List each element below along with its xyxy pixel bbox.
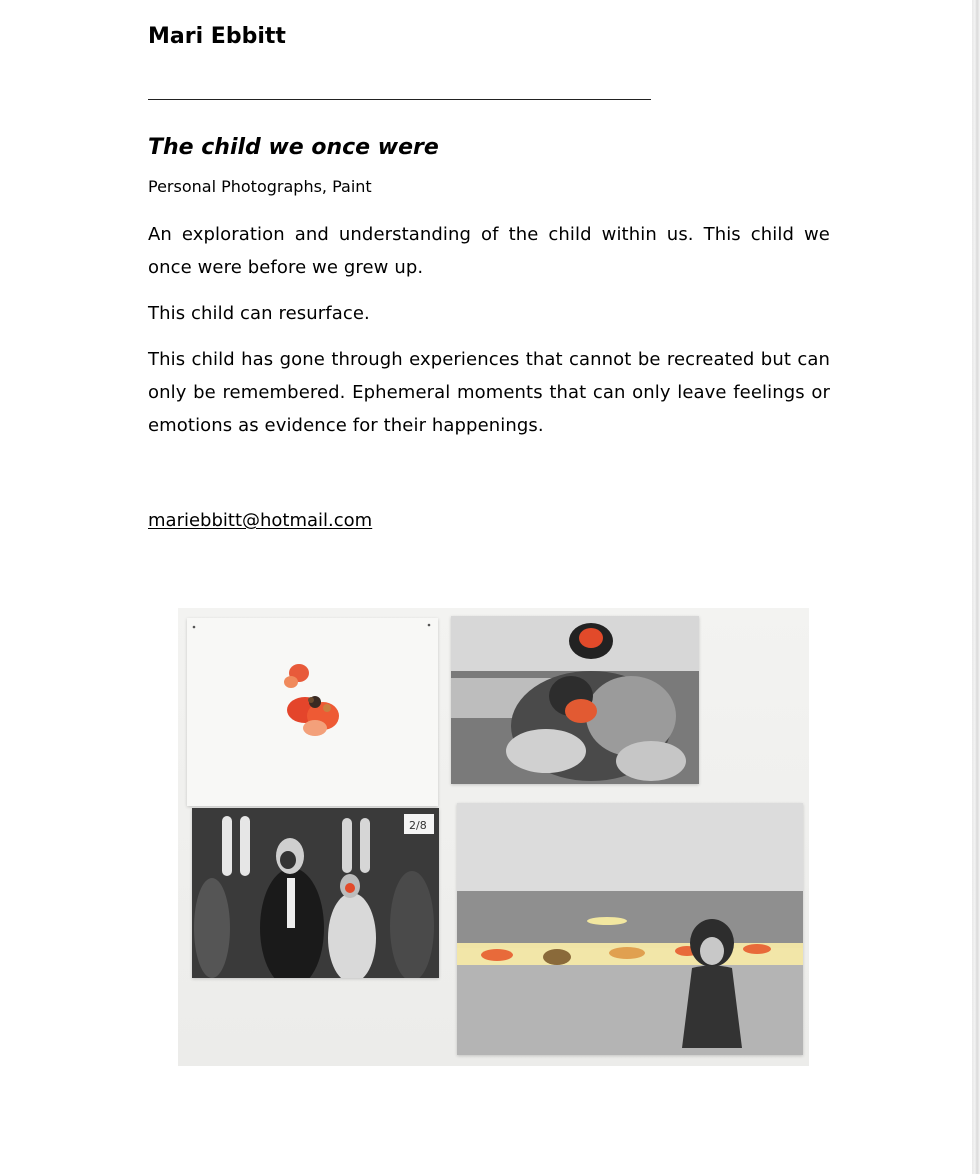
author-name: Mari Ebbitt [148, 24, 286, 49]
page-edge [972, 0, 980, 1174]
divider-line [148, 99, 651, 100]
artwork-medium: Personal Photographs, Paint [148, 177, 372, 196]
description-paragraph-2: This child can resurface. [148, 303, 370, 324]
photo-handwritten-note: 2/8 [409, 819, 427, 832]
wedding-photo-print [192, 808, 439, 978]
paint-blot-print [187, 618, 438, 806]
description-paragraph-3: This child has gone through experiences that cannot be recreated but can only be remembered. Ephemeral moments that can only leave feelings or emotions as evidence for their happenings. [148, 349, 830, 436]
artwork-photograph [178, 608, 809, 1066]
email-link[interactable]: mariebbitt@hotmail.com [148, 510, 373, 531]
document-body [148, 22, 830, 533]
artwork-title: The child we once were [148, 135, 439, 160]
beach-photo-print [457, 803, 803, 1055]
description-paragraph-1: An exploration and understanding of the child within us. This child we once were before we grew up. [148, 224, 830, 278]
children-photo-print [451, 616, 699, 784]
